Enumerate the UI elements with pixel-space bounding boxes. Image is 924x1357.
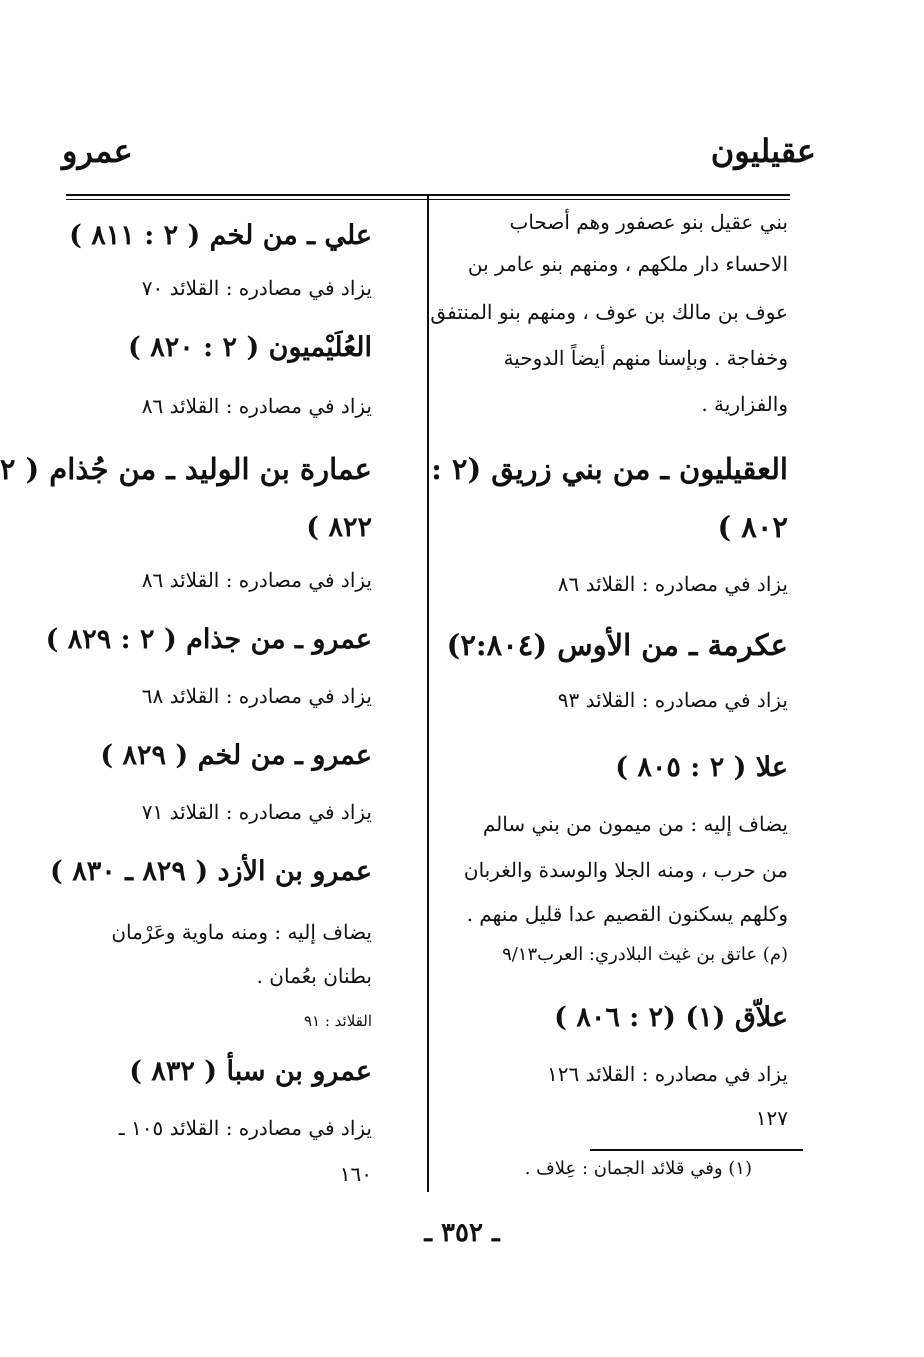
entry-heading: العُلَيْميون ( ٢ : ٨٢٠ ) [128, 332, 372, 363]
entry-source-line: يزاد في مصادره : القلائد ٦٨ [141, 684, 372, 708]
column-divider [427, 196, 429, 1192]
running-header-right: عقيليون [710, 132, 816, 170]
entry-source-line-cont: ١٦٠ [339, 1162, 372, 1186]
entry-heading: عكرمة ـ من الأوس (٢:٨٠٤) [446, 628, 788, 662]
entry-source-line-cont: ١٢٧ [755, 1106, 788, 1130]
entry-heading: عمرو ـ من لخم ( ٨٢٩ ) [100, 740, 372, 771]
entry-text-line: الاحساء دار ملكهم ، ومنهم بنو عامر بن [467, 252, 788, 276]
entry-heading: عمرو بن الأزد ( ٨٢٩ ـ ٨٣٠ ) [50, 856, 372, 887]
entry-text-line: يضاف إليه : من ميمون من بني سالم [482, 812, 788, 836]
entry-source-line: يزاد في مصادره : القلائد ١٢٦ [546, 1062, 788, 1086]
entry-source-line: القلائد : ٩١ [303, 1012, 372, 1030]
entry-source-line: يزاد في مصادره : القلائد ٧٠ [141, 276, 372, 300]
running-header-left: عمرو [62, 132, 133, 170]
entry-source-line: يزاد في مصادره : القلائد ٨٦ [557, 572, 788, 596]
entry-text-line: وخفاجة . وبإسنا منهم أيضاً الدوحية [503, 346, 788, 370]
entry-source-line: يزاد في مصادره : القلائد ٨٦ [141, 394, 372, 418]
entry-heading: علي ـ من لخم ( ٢ : ٨١١ ) [69, 220, 372, 251]
page-number: ـ ٣٥٢ ـ [424, 1218, 500, 1248]
entry-text-line: يضاف إليه : ومنه ماوية وعَرْمان [111, 920, 372, 944]
entry-source-line: يزاد في مصادره : القلائد ٧١ [141, 800, 372, 824]
entry-heading: العقيليون ـ من بني زريق (٢ : [431, 452, 788, 486]
entry-source-line: يزاد في مصادره : القلائد ١٠٥ ـ [118, 1116, 372, 1140]
entry-text-line: وكلهم يسكنون القصيم عدا قليل منهم . [466, 902, 788, 926]
entry-heading: عمارة بن الوليد ـ من جُذام ( ٢ [0, 452, 372, 486]
entry-heading: علا ( ٢ : ٨٠٥ ) [615, 752, 788, 783]
entry-source-line: يزاد في مصادره : القلائد ٨٦ [141, 568, 372, 592]
entry-note-line: (م) عاتق بن غيث البلادري: العرب٩/١٣ [502, 944, 788, 965]
entry-text-line: بني عقيل بنو عصفور وهم أصحاب [509, 210, 788, 234]
entry-text-line: والفزارية . [701, 392, 788, 416]
entry-text-line: من حرب ، ومنه الجلا والوسدة والغربان [463, 858, 788, 882]
entry-heading: عمرو بن سبأ ( ٨٣٢ ) [129, 1056, 372, 1087]
footnote: (١) وفي قلائد الجمان : عِلاف . [524, 1158, 752, 1179]
footnote-rule [590, 1149, 803, 1151]
entry-heading-cont: ٨٢٢ ) [306, 512, 372, 543]
entry-heading: علاّق (١) (٢ : ٨٠٦ ) [554, 1002, 788, 1033]
entry-heading-cont: ٨٠٢ ) [717, 510, 788, 544]
entry-source-line: يزاد في مصادره : القلائد ٩٣ [557, 688, 788, 712]
entry-heading: عمرو ـ من جذام ( ٢ : ٨٢٩ ) [45, 624, 372, 655]
entry-text-line: بطنان بعُمان . [256, 964, 372, 988]
entry-text-line: عوف بن مالك بن عوف ، ومنهم بنو المنتفق [430, 300, 788, 324]
